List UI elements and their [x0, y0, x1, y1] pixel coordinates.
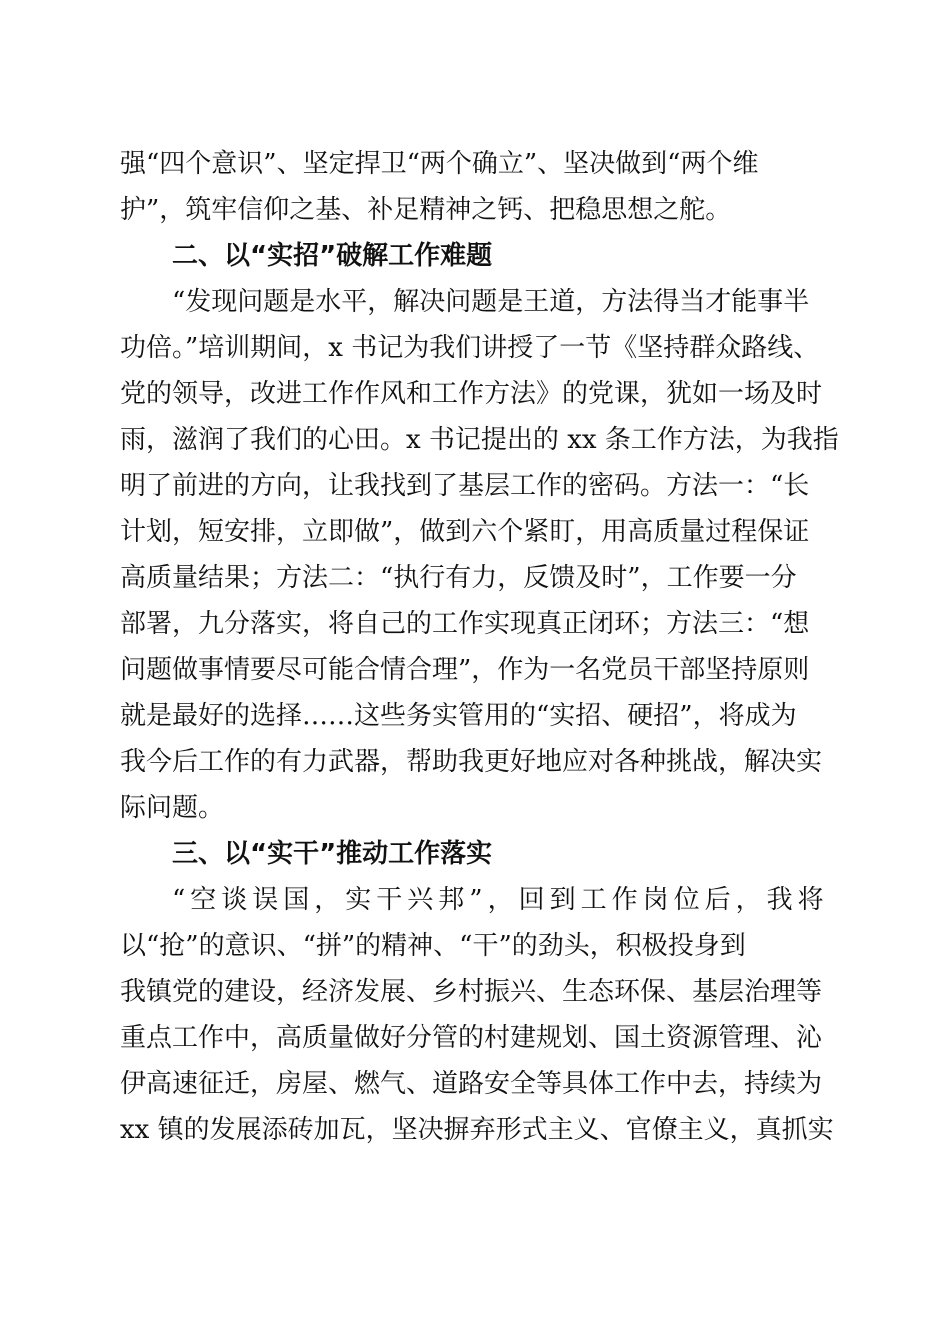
body-text-line: 问题做事情要尽可能合情合理”，作为一名党员干部坚持原则 — [120, 655, 810, 685]
body-text-line: 党的领导，改进工作作风和工作方法》的党课，犹如一场及时 — [120, 379, 823, 409]
document-body — [120, 141, 839, 1153]
body-text-line: 伊高速征迁，房屋、燃气、道路安全等具体工作中去，持续为 — [120, 1069, 823, 1099]
section-heading-3: 三、以“实干”推动工作落实 — [172, 839, 493, 869]
body-text-line: 高质量结果；方法二：“执行有力，反馈及时”，工作要一分 — [120, 563, 797, 593]
body-text-line: 护”，筑牢信仰之基、补足精神之钙、把稳思想之舵。 — [120, 195, 732, 225]
section-heading-2: 二、以“实招”破解工作难题 — [172, 241, 493, 271]
body-text-line: “发现问题是水平，解决问题是王道，方法得当才能事半 — [172, 287, 810, 317]
body-text-line: 部署，九分落实，将自己的工作实现真正闭环；方法三：“想 — [120, 609, 810, 639]
body-text-line: 强“四个意识”、坚定捍卫“两个确立”、坚决做到“两个维 — [120, 149, 759, 179]
body-text-line: 重点工作中，高质量做好分管的村建规划、国土资源管理、沁 — [120, 1023, 823, 1053]
body-text-line: “空谈误国，实干兴邦”，回到工作岗位后，我将 — [172, 885, 829, 915]
body-text-line: 际问题。 — [120, 793, 225, 823]
body-text-line: 明了前进的方向，让我找到了基层工作的密码。方法一：“长 — [120, 471, 810, 501]
body-text-line: 功倍。”培训期间，x 书记为我们讲授了一节《坚持群众路线、 — [120, 333, 820, 363]
body-text-line: 我今后工作的有力武器，帮助我更好地应对各种挑战，解决实 — [120, 747, 823, 777]
body-text-line: 就是最好的选择……这些务实管用的“实招、硬招”，将成为 — [120, 701, 797, 731]
body-text-line: 以“抢”的意识、“拼”的精神、“干”的劲头，积极投身到 — [120, 931, 746, 961]
body-text-line: 雨，滋润了我们的心田。x 书记提出的 xx 条工作方法，为我指 — [120, 425, 839, 455]
body-text-line: 计划，短安排，立即做”，做到六个紧盯，用高质量过程保证 — [120, 517, 810, 547]
body-text-line: xx 镇的发展添砖加瓦，坚决摒弃形式主义、官僚主义，真抓实 — [120, 1115, 834, 1145]
body-text-line: 我镇党的建设，经济发展、乡村振兴、生态环保、基层治理等 — [120, 977, 823, 1007]
